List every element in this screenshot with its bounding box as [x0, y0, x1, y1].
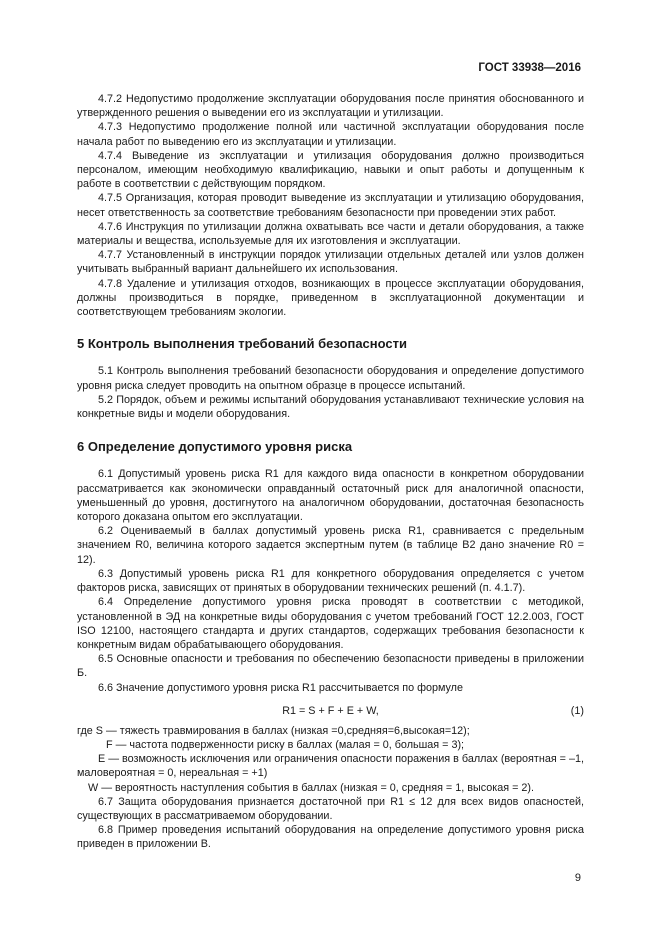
paragraph-6-5: 6.5 Основные опасности и требования по обеспечению безопасности приведены в приложении Б.	[77, 653, 584, 680]
paragraph-4-7-7: 4.7.7 Установленный в инструкции порядок утилизации отдельных деталей или узлов должен учитывать выбранный вариант дальнейшего их использования.	[77, 249, 584, 276]
formula-number: (1)	[570, 704, 584, 717]
paragraph-6-6: 6.6 Значение допустимого уровня риска R1 рассчитывается по формуле	[98, 681, 463, 694]
paragraph-4-7-2: 4.7.2 Недопустимо продолжение эксплуатации оборудования после принятия обоснованного и утвержденного решения о выведении его из эксплуатации и утилизации.	[77, 93, 584, 120]
paragraph-6-3: 6.3 Допустимый уровень риска R1 для конкретного оборудования определяется с учетом факторов риска, зависящих от принятых в оборудовании технических решений (п. 4.1.7).	[77, 567, 584, 595]
paragraph-4-7-8: 4.7.8 Удаление и утилизация отходов, возникающих в процессе эксплуатации оборудования, должны производиться в порядке, приведенном в эксплуатационной документации и соответствующем требованиям экологии.	[77, 277, 584, 319]
paragraph-6-4: 6.4 Определение допустимого уровня риска проводят в соответствии с методикой, установленной в ЭД на конкретные виды оборудования с учетом требований ГОСТ 12.2.003, ГОСТ ISO 12100, настоящего стандарта и других стандартов, содержащих требования безопасности к конкретным видам обрабатывающего оборудования.	[77, 596, 584, 651]
paragraph-6-2: 6.2 Оцениваемый в баллах допустимый уровень риска R1, сравнивается с предельным значением R0, величина которого задается экспертным путем (в таблице В2 дано значение R0 = 12).	[77, 525, 584, 566]
paragraph-4-7-5: 4.7.5 Организация, которая проводит выведение из эксплуатации и утилизацию оборудования, несет ответственность за соответствие требованиям безопасности при проведении этих работ.	[77, 192, 584, 219]
definition-e: E — возможность исключения или ограничения опасности поражения в баллах (вероятная = –1, маловероятная = 0, нереальная = +1)	[77, 753, 584, 780]
document-header: ГОСТ 33938—2016	[478, 62, 581, 74]
paragraph-4-7-3: 4.7.3 Недопустимо продолжение полной или частичной эксплуатации оборудования после начала работ по выведению его из эксплуатации и утилизации.	[77, 121, 584, 148]
page-body	[77, 92, 584, 852]
paragraph-6-8: 6.8 Пример проведения испытаний оборудования на определение допустимого уровня риска приведен в приложении В.	[77, 824, 584, 851]
paragraph-5-2: 5.2 Порядок, объем и режимы испытаний оборудования устанавливают технические условия на конкретные виды и модели оборудования.	[77, 393, 584, 421]
page-number: 9	[574, 872, 581, 884]
formula-expression: R1 = S + F + E + W,	[282, 704, 379, 717]
paragraph-4-7-6: 4.7.6 Инструкция по утилизации должна охватывать все части и детали оборудования, а также материалы и вещества, используемые для их изготовления и эксплуатации.	[77, 220, 584, 248]
definition-s: где S — тяжесть травмирования в баллах (низкая =0,средняя=6,высокая=12);	[77, 724, 470, 737]
definition-w: W — вероятность наступления события в баллах (низкая = 0, средняя = 1, высокая = 2).	[88, 781, 534, 794]
paragraph-6-7: 6.7 Защита оборудования признается достаточной при R1 ≤ 12 для всех видов опасностей, существующих в рассматриваемом оборудовании.	[77, 795, 584, 822]
section-6-heading: 6 Определение допустимого уровня риска	[77, 439, 353, 455]
section-5-heading: 5 Контроль выполнения требований безопасности	[77, 336, 407, 352]
formula-1	[77, 701, 584, 719]
definition-f: F — частота подверженности риску в баллах (малая = 0, большая = 3);	[106, 738, 465, 751]
paragraph-4-7-4: 4.7.4 Выведение из эксплуатации и утилизация оборудования должно производиться персоналом, имеющим необходимую квалификацию, навыки и опыт работы и допущенным к работе в соответствии с действующим порядком.	[77, 149, 584, 191]
paragraph-6-1: 6.1 Допустимый уровень риска R1 для каждого вида опасности в конкретном оборудовании рассматривается как экономически оправданный остаточный риск для аналогичной опасности, уменьшенный до уровня, достигнутого на аналогичном оборудовании, достаточная безопасность которого доказана опытом его эксплуатации.	[77, 468, 584, 524]
paragraph-5-1: 5.1 Контроль выполнения требований безопасности оборудования и определение допустимого уровня риска следует проводить на опытном образце в процессе испытаний.	[77, 365, 584, 392]
